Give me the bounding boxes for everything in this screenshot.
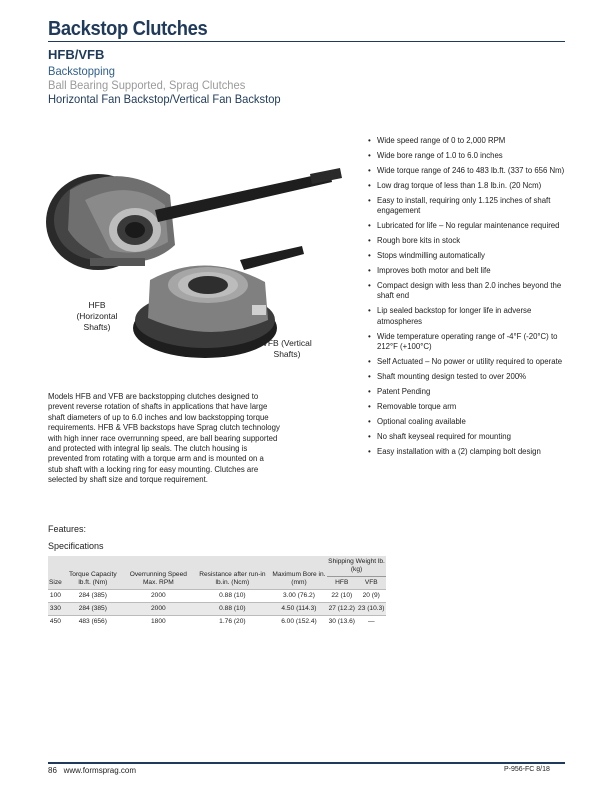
cell-size: 450 — [48, 616, 63, 629]
cell-torque: 483 (656) — [63, 616, 123, 629]
cell-overrun: 1800 — [123, 616, 194, 629]
feature-item: • Stops windmilling automatically — [368, 251, 568, 261]
caption-hfb: HFB (Horizontal Shafts) — [76, 300, 118, 332]
col-hfb: HFB — [327, 577, 356, 590]
specifications-table — [48, 556, 386, 628]
cell-bore: 4.50 (114.3) — [271, 603, 327, 616]
col-torque: Torque Capacity lb.ft. (Nm) — [63, 556, 123, 590]
cell-bore: 6.00 (152.4) — [271, 616, 327, 629]
cell-vfb: 20 (9) — [357, 590, 387, 603]
product-description: Models HFB and VFB are backstopping clutches designed to prevent reverse rotation of shafts in applications that have large shaft diameters of up to 6.0 inches and low backstopping torque requirements. HFB & VFB backstops have Sprag clutch technology with high inner race overrunning speed, are ball bearing supported and protected with integral lip seals. The clutch housing is prevented from rotating with a torque arm and is mounted on a stub shaft with a locking ring for easy mounting. Clutches are selected by shaft size and torque requirement. — [48, 392, 280, 485]
col-resistance: Resistance after run-in lb.in. (Ncm) — [194, 556, 271, 590]
feature-item: • No shaft keyseal required for mounting — [368, 432, 568, 442]
col-bore: Maximum Bore in. (mm) — [271, 556, 327, 590]
cell-resistance: 1.76 (20) — [194, 616, 271, 629]
feature-item: • Shaft mounting design tested to over 200% — [368, 372, 568, 382]
footer-left — [48, 766, 136, 775]
cell-hfb: 22 (10) — [327, 590, 356, 603]
subtitle-fan-backstop: Horizontal Fan Backstop/Vertical Fan Backstop — [48, 92, 281, 106]
table-header-row — [48, 556, 386, 577]
feature-item: • Lip sealed backstop for longer life in adverse atmospheres — [368, 306, 568, 326]
table-row — [48, 603, 386, 616]
feature-item: • Compact design with less than 2.0 inches beyond the shaft end — [368, 281, 568, 301]
cell-size: 100 — [48, 590, 63, 603]
feature-item: • Wide temperature operating range of -4°F (-20°C) to 212°F (+100°C) — [368, 332, 568, 352]
feature-item: • Rough bore kits in stock — [368, 236, 568, 246]
cell-torque: 284 (385) — [63, 603, 123, 616]
table-row — [48, 590, 386, 603]
caption-vfb: VFB (Vertical Shafts) — [262, 338, 312, 359]
specifications-label: Specifications — [48, 541, 104, 551]
cell-size: 330 — [48, 603, 63, 616]
subtitle-backstopping: Backstopping — [48, 64, 116, 78]
feature-item: • Easy to install, requiring only 1.125 inches of shaft engagement — [368, 196, 568, 216]
feature-item: • Easy installation with a (2) clamping bolt design — [368, 447, 568, 457]
cell-resistance: 0.88 (10) — [194, 603, 271, 616]
cell-vfb: 23 (10.3) — [357, 603, 387, 616]
website-link[interactable]: www.formsprag.com — [63, 766, 137, 775]
feature-item: • Optional coaling available — [368, 417, 568, 427]
feature-item: • Wide bore range of 1.0 to 6.0 inches — [368, 151, 568, 161]
footer-divider — [48, 762, 565, 764]
page-title: Backstop Clutches — [48, 18, 208, 40]
feature-item: • Wide torque range of 246 to 483 lb.ft. (337 to 656 Nm) — [368, 166, 568, 176]
cell-overrun: 2000 — [123, 603, 194, 616]
col-vfb: VFB — [357, 577, 387, 590]
feature-item: • Patent Pending — [368, 387, 568, 397]
cell-hfb: 30 (13.6) — [327, 616, 356, 629]
model-heading: HFB/VFB — [48, 47, 105, 62]
cell-vfb: — — [357, 616, 387, 629]
cell-bore: 3.00 (76.2) — [271, 590, 327, 603]
feature-item: • Low drag torque of less than 1.8 lb.in. (20 Ncm) — [368, 181, 568, 191]
col-weight: Shipping Weight lb. (kg) — [327, 556, 386, 577]
cell-torque: 284 (385) — [63, 590, 123, 603]
cell-resistance: 0.88 (10) — [194, 590, 271, 603]
title-divider — [48, 41, 565, 42]
col-overrun: Overrunning Speed Max. RPM — [123, 556, 194, 590]
subtitle-ball-bearing: Ball Bearing Supported, Sprag Clutches — [48, 78, 246, 92]
cell-overrun: 2000 — [123, 590, 194, 603]
feature-item: • Wide speed range of 0 to 2,000 RPM — [368, 136, 568, 146]
cell-hfb: 27 (12.2) — [327, 603, 356, 616]
feature-list — [368, 136, 568, 462]
table-row — [48, 616, 386, 629]
document-code: P-956-FC 8/18 — [504, 766, 550, 773]
feature-item: • Self Actuated – No power or utility required to operate — [368, 357, 568, 367]
page-number: 86 — [48, 766, 57, 775]
feature-item: • Removable torque arm — [368, 402, 568, 412]
feature-item: • Lubricated for life – No regular maintenance required — [368, 221, 568, 231]
features-label: Features: — [48, 524, 87, 534]
col-size: Size — [48, 556, 63, 590]
feature-item: • Improves both motor and belt life — [368, 266, 568, 276]
